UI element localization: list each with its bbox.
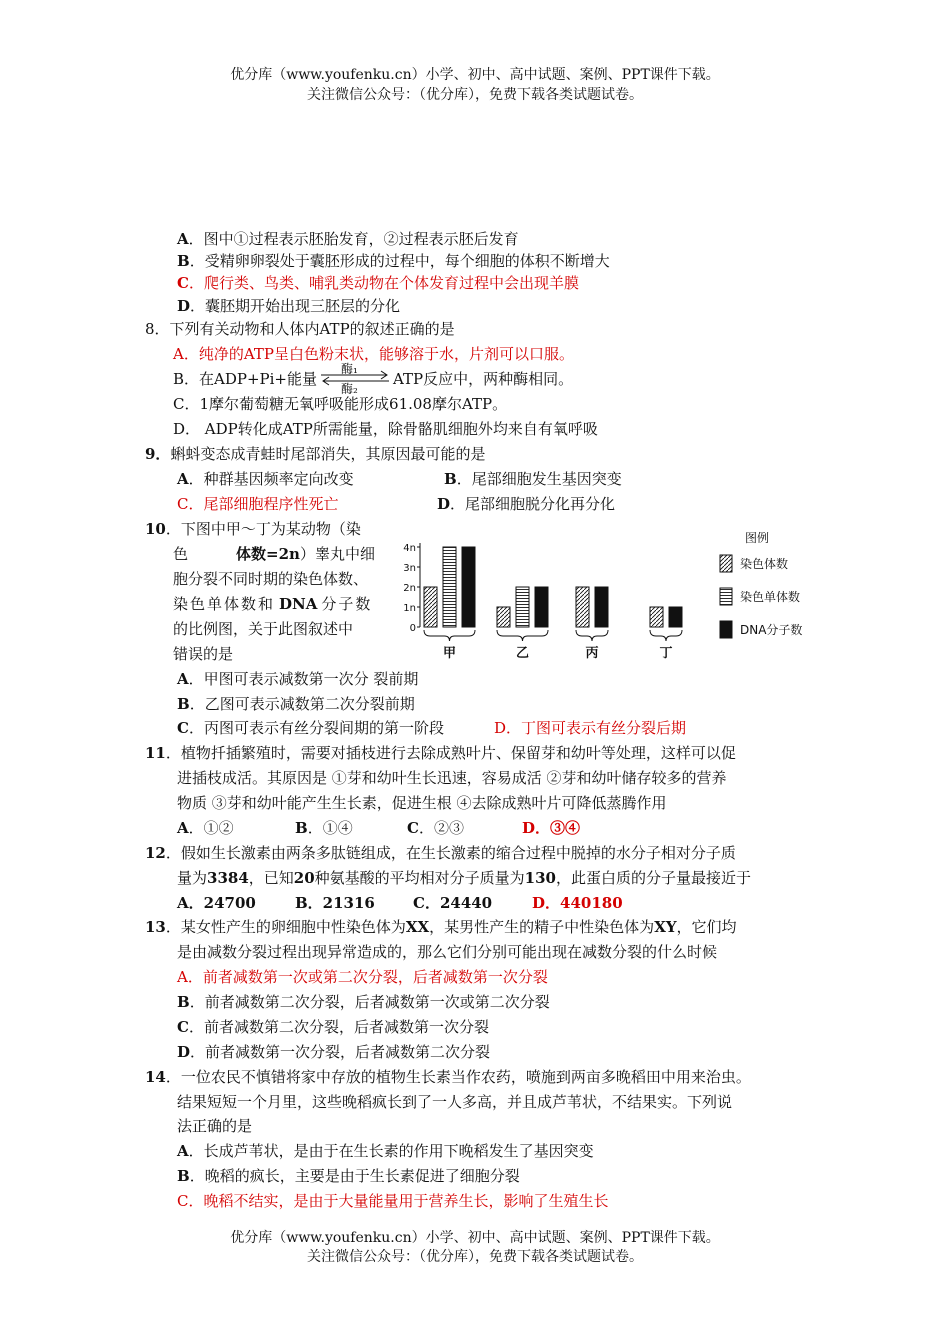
q8-option-a-answer: A．纯净的ATP呈白色粉末状，能够溶于水，片剂可以口服。 bbox=[173, 345, 574, 363]
q7-option-d: D．囊胚期开始出现三胚层的分化 bbox=[177, 297, 401, 315]
q9-stem: 9．蝌蚪变态成青蛙时尾部消失，其原因最可能的是 bbox=[145, 445, 486, 463]
q14-stem-line1: 14．一位农民不慎错将家中存放的植物生长素当作农药，喷施到两亩多晚稻田中用来治虫。 bbox=[145, 1068, 751, 1086]
q12-stem-line2: 量为3384，已知20种氨基酸的平均相对分子质量为130，此蛋白质的分子量最接近于 bbox=[177, 869, 751, 887]
y-tick-label: 1n bbox=[403, 603, 416, 614]
q8-option-d: D． ADP转化成ATP所需能量，除骨骼肌细胞外均来自有氧呼吸 bbox=[173, 420, 598, 438]
legend-label: DNA分子数 bbox=[740, 623, 803, 637]
y-tick-label: 0 bbox=[409, 623, 416, 634]
q10-stem-line5: 的比例图，关于此图叙述中 bbox=[173, 620, 354, 638]
q11-stem-line1: 11．植物扦插繁殖时，需要对插枝进行去除成熟叶片、保留芽和幼叶等处理，这样可以促 bbox=[145, 744, 736, 762]
legend-swatch-DNA分子数 bbox=[720, 621, 732, 638]
q8-option-b: B．在ADP+Pi+能量 酶₁ 酶₂ ATP反应中，两种酶相同。 bbox=[173, 368, 573, 390]
q13-option-b: B．前者减数第二次分裂，后者减数第一次或第二次分裂 bbox=[177, 993, 550, 1011]
page-footer-line1: 优分库（www.youfenku.cn）小学、初中、高中试题、案例、PPT课件下载。 bbox=[230, 1230, 720, 1246]
page-header-line2: 关注微信公众号：（优分库），免费下载各类试题试卷。 bbox=[307, 87, 643, 103]
q7-option-a: A．图中①过程表示胚胎发育，②过程表示胚后发育 bbox=[177, 230, 519, 248]
legend-label: 染色单体数 bbox=[740, 590, 801, 604]
enzyme2-label: 酶₂ bbox=[341, 382, 358, 396]
page-footer-line2: 关注微信公众号：（优分库），免费下载各类试题试卷。 bbox=[307, 1249, 643, 1265]
reaction-arrows bbox=[317, 362, 393, 396]
q11-option-c: C．②③ bbox=[407, 819, 464, 837]
q12-stem-line1: 12．假如生长激素由两条多肽链组成，在生长激素的缩合过程中脱掉的水分子相对分子质 bbox=[145, 844, 736, 862]
q12-option-d-answer: D．440180 bbox=[532, 894, 623, 912]
legend-swatch-染色单体数 bbox=[720, 588, 732, 605]
q10-stem-line3: 胞分裂不同时期的染色体数、 bbox=[173, 570, 369, 588]
category-label: 丁 bbox=[659, 646, 673, 661]
q13-stem-line2: 是由减数分裂过程出现异常造成的，那么它们分别可能出现在减数分裂的什么时候 bbox=[177, 943, 718, 961]
q11-stem-line3: 物质 ③芽和幼叶能产生生长素，促进生根 ④去除成熟叶片可降低蒸腾作用 bbox=[177, 794, 667, 812]
q14-stem-line3: 法正确的是 bbox=[177, 1117, 253, 1135]
q7-option-c-answer: C．爬行类、鸟类、哺乳类动物在个体发育过程中会出现羊膜 bbox=[177, 274, 579, 292]
q14-stem-line2: 结果短短一个月里，这些晚稻疯长到了一人多高，并且成芦苇状，不结果实。下列说 bbox=[177, 1093, 733, 1111]
q10-option-a: A．甲图可表示减数第一次分 裂前期 bbox=[177, 670, 419, 688]
legend-title: 图例 bbox=[745, 531, 770, 545]
q9-option-b: B．尾部细胞发生基因突变 bbox=[444, 470, 622, 488]
q10-option-c: C．丙图可表示有丝分裂间期的第一阶段 bbox=[177, 719, 444, 737]
y-tick-label: 3n bbox=[403, 563, 416, 574]
q8-option-c: C．1摩尔葡萄糖无氧呼吸能形成61.08摩尔ATP。 bbox=[173, 395, 508, 413]
category-label: 丙 bbox=[585, 646, 599, 661]
q12-option-b: B．21316 bbox=[295, 894, 375, 912]
bar-丙-DNA分子数 bbox=[595, 587, 608, 627]
q10-option-d-answer: D．丁图可表示有丝分裂后期 bbox=[494, 719, 687, 737]
enzyme1-label: 酶₁ bbox=[341, 362, 358, 376]
group-brace bbox=[424, 630, 475, 641]
group-brace bbox=[650, 630, 682, 641]
q11-option-a: A．①② bbox=[177, 819, 234, 837]
q10-stem-line4: 染色单体数和 DNA 分子数 bbox=[173, 595, 373, 613]
q10-stem-line1: 10．下图中甲～丁为某动物（染 bbox=[145, 520, 361, 538]
q9-option-a: A．种群基因频率定向改变 bbox=[177, 470, 354, 488]
q9-option-d: D．尾部细胞脱分化再分化 bbox=[437, 495, 616, 513]
q14-option-a: A．长成芦苇状，是由于在生长素的作用下晚稻发生了基因突变 bbox=[177, 1142, 594, 1160]
y-tick-label: 4n bbox=[403, 543, 416, 554]
bar-乙-染色单体数 bbox=[516, 587, 529, 627]
bar-甲-染色体数 bbox=[424, 587, 437, 627]
q12-option-c: C．24440 bbox=[413, 894, 493, 912]
q13-option-c: C．前者减数第二次分裂，后者减数第一次分裂 bbox=[177, 1018, 489, 1036]
q13-stem-line1: 13．某女性产生的卵细胞中性染色体为XX，某男性产生的精子中性染色体为XY，它们均 bbox=[145, 918, 737, 936]
q13-option-d: D．前者减数第一次分裂，后者减数第二次分裂 bbox=[177, 1043, 491, 1061]
q11-option-b: B．①④ bbox=[295, 819, 353, 837]
bar-丁-DNA分子数 bbox=[669, 607, 682, 627]
q14-option-c-answer: C．晚稻不结实，是由于大量能量用于营养生长，影响了生殖生长 bbox=[177, 1192, 609, 1210]
legend-label: 染色体数 bbox=[740, 557, 789, 571]
y-tick-label: 2n bbox=[403, 583, 416, 594]
bar-chart bbox=[400, 522, 820, 667]
page-header-line1: 优分库（www.youfenku.cn）小学、初中、高中试题、案例、PPT课件下载。 bbox=[230, 67, 720, 83]
legend-swatch-染色体数 bbox=[720, 555, 732, 572]
q10-stem-line6: 错误的是 bbox=[173, 645, 234, 663]
group-brace bbox=[576, 630, 608, 641]
q9-option-c-answer: C．尾部细胞程序性死亡 bbox=[177, 495, 339, 513]
bar-甲-DNA分子数 bbox=[462, 547, 475, 627]
group-brace bbox=[497, 630, 548, 641]
q7-option-b: B．受精卵卵裂处于囊胚形成的过程中，每个细胞的体积不断增大 bbox=[177, 252, 610, 270]
bar-丁-染色体数 bbox=[650, 607, 663, 627]
q11-stem-line2: 进插枝成活。其原因是 ①芽和幼叶生长迅速，容易成活 ②芽和幼叶储存较多的营养 bbox=[177, 769, 727, 787]
q11-option-d-answer: D．③④ bbox=[522, 819, 581, 837]
q12-option-a: A．24700 bbox=[177, 894, 256, 912]
category-label: 甲 bbox=[442, 646, 457, 661]
bar-乙-染色体数 bbox=[497, 607, 510, 627]
q10-stem-line2: 色 体数=2n）睾丸中细 bbox=[173, 545, 375, 563]
q13-option-a-answer: A．前者减数第一次或第二次分裂，后者减数第一次分裂 bbox=[177, 968, 548, 986]
bar-甲-染色单体数 bbox=[443, 547, 456, 627]
q10-option-b: B．乙图可表示减数第二次分裂前期 bbox=[177, 695, 415, 713]
q8-stem: 8．下列有关动物和人体内ATP的叙述正确的是 bbox=[145, 320, 455, 338]
bar-乙-DNA分子数 bbox=[535, 587, 548, 627]
bar-丙-染色体数 bbox=[576, 587, 589, 627]
category-label: 乙 bbox=[515, 646, 530, 661]
q14-option-b: B．晚稻的疯长，主要是由于生长素促进了细胞分裂 bbox=[177, 1167, 520, 1185]
